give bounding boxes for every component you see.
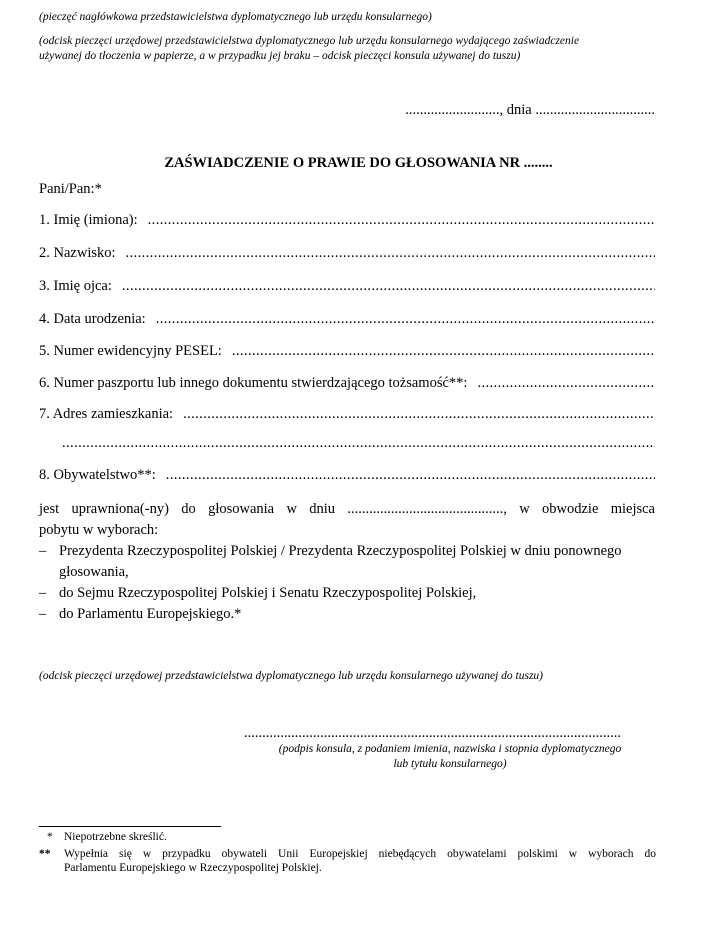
field-first-names[interactable]: [39, 211, 655, 229]
seal-note-line1: (odcisk pieczęci urzędowej przedstawicielstwa dyplomatycznego lub urzędu konsularnego wydającego zaświadczenie: [39, 35, 580, 47]
option-text: do Sejmu Rzeczypospolitej Polskiej i Senatu Rzeczypospolitej Polskiej,: [59, 585, 477, 601]
field-label: 1. Imię (imiona):: [39, 212, 138, 228]
fill-line: [62, 434, 655, 452]
eligibility-line2: pobytu w wyborach:: [39, 522, 159, 538]
field-passport-number[interactable]: [39, 374, 655, 392]
field-label: 8. Obywatelstwo**:: [39, 467, 156, 483]
fill-line: [477, 374, 655, 392]
field-citizenship[interactable]: [39, 466, 655, 484]
footnote-2-line1: Wypełnia się w przypadku obywateli Unii Europejskiej niebędących obywatelami polskimi w wyborach do: [64, 848, 656, 860]
field-address-continuation[interactable]: [62, 434, 655, 452]
fill-line: [148, 211, 655, 229]
footnote-2-line2: Parlamentu Europejskiego w Rzeczypospolitej Polskiej.: [64, 862, 322, 874]
footnote-1-mark: *: [47, 831, 53, 843]
field-father-name[interactable]: [39, 277, 655, 295]
field-label: 5. Numer ewidencyjny PESEL:: [39, 343, 222, 359]
dash-marker: –: [39, 585, 47, 601]
dash-marker: –: [39, 606, 47, 622]
field-label: 3. Imię ojca:: [39, 278, 112, 294]
field-label: 6. Numer paszportu lub innego dokumentu stwierdzającego tożsamość**:: [39, 375, 468, 391]
field-pesel[interactable]: [39, 342, 655, 360]
field-birth-date[interactable]: [39, 310, 655, 328]
ink-seal-note: (odcisk pieczęci urzędowej przedstawicielstwa dyplomatycznego lub urzędu konsularnego używanej do tuszu): [39, 670, 544, 682]
field-surname[interactable]: [39, 244, 655, 262]
signature-caption-line2: lub tytułu konsularnego): [393, 758, 507, 770]
seal-note-line2: używanej do tłoczenia w papierze, a w przypadku jej braku – odcisk pieczęci konsula używanej do tuszu): [39, 50, 521, 62]
option-text: do Parlamentu Europejskiego.*: [59, 606, 242, 622]
footnote-2-mark: **: [39, 848, 51, 860]
signature-caption-line1: (podpis konsula, z podaniem imienia, nazwiska i stopnia dyplomatycznego: [278, 743, 622, 755]
fill-line: [122, 277, 655, 295]
election-option-sejm: [39, 584, 659, 602]
fill-line: [126, 244, 655, 262]
stamp-note: (pieczęć nagłówkowa przedstawicielstwa dyplomatycznego lub urzędu konsularnego): [39, 11, 432, 23]
field-label: 7. Adres zamieszkania:: [39, 406, 174, 422]
date-line: .........................., dnia .................................: [405, 102, 655, 118]
field-label: 2. Nazwisko:: [39, 245, 116, 261]
fill-line: [166, 466, 655, 484]
election-option-eu-parliament: [39, 605, 659, 623]
fill-line: [183, 405, 655, 423]
eligibility-line1: jest uprawniona(-ny) do głosowania w dniu ..........................................., w obwodzie miejsca: [39, 501, 655, 517]
dash-marker: –: [39, 543, 47, 559]
field-address[interactable]: [39, 405, 655, 423]
document-title: ZAŚWIADCZENIE O PRAWIE DO GŁOSOWANIA NR ........: [164, 155, 553, 171]
footnote-divider: [39, 826, 221, 827]
option-text: Prezydenta Rzeczypospolitej Polskiej / Prezydenta Rzeczypospolitej Polskiej w dniu ponownego: [59, 543, 622, 559]
field-label: 4. Data urodzenia:: [39, 311, 146, 327]
election-option-president-cont: głosowania,: [59, 564, 129, 580]
salutation: Pani/Pan:*: [39, 181, 102, 197]
fill-line: [232, 342, 655, 360]
election-option-president: [39, 542, 659, 560]
fill-line: [156, 310, 655, 328]
signature-line[interactable]: ........................................................................................................: [244, 725, 621, 741]
footnote-1-text: Niepotrzebne skreślić.: [64, 831, 167, 843]
